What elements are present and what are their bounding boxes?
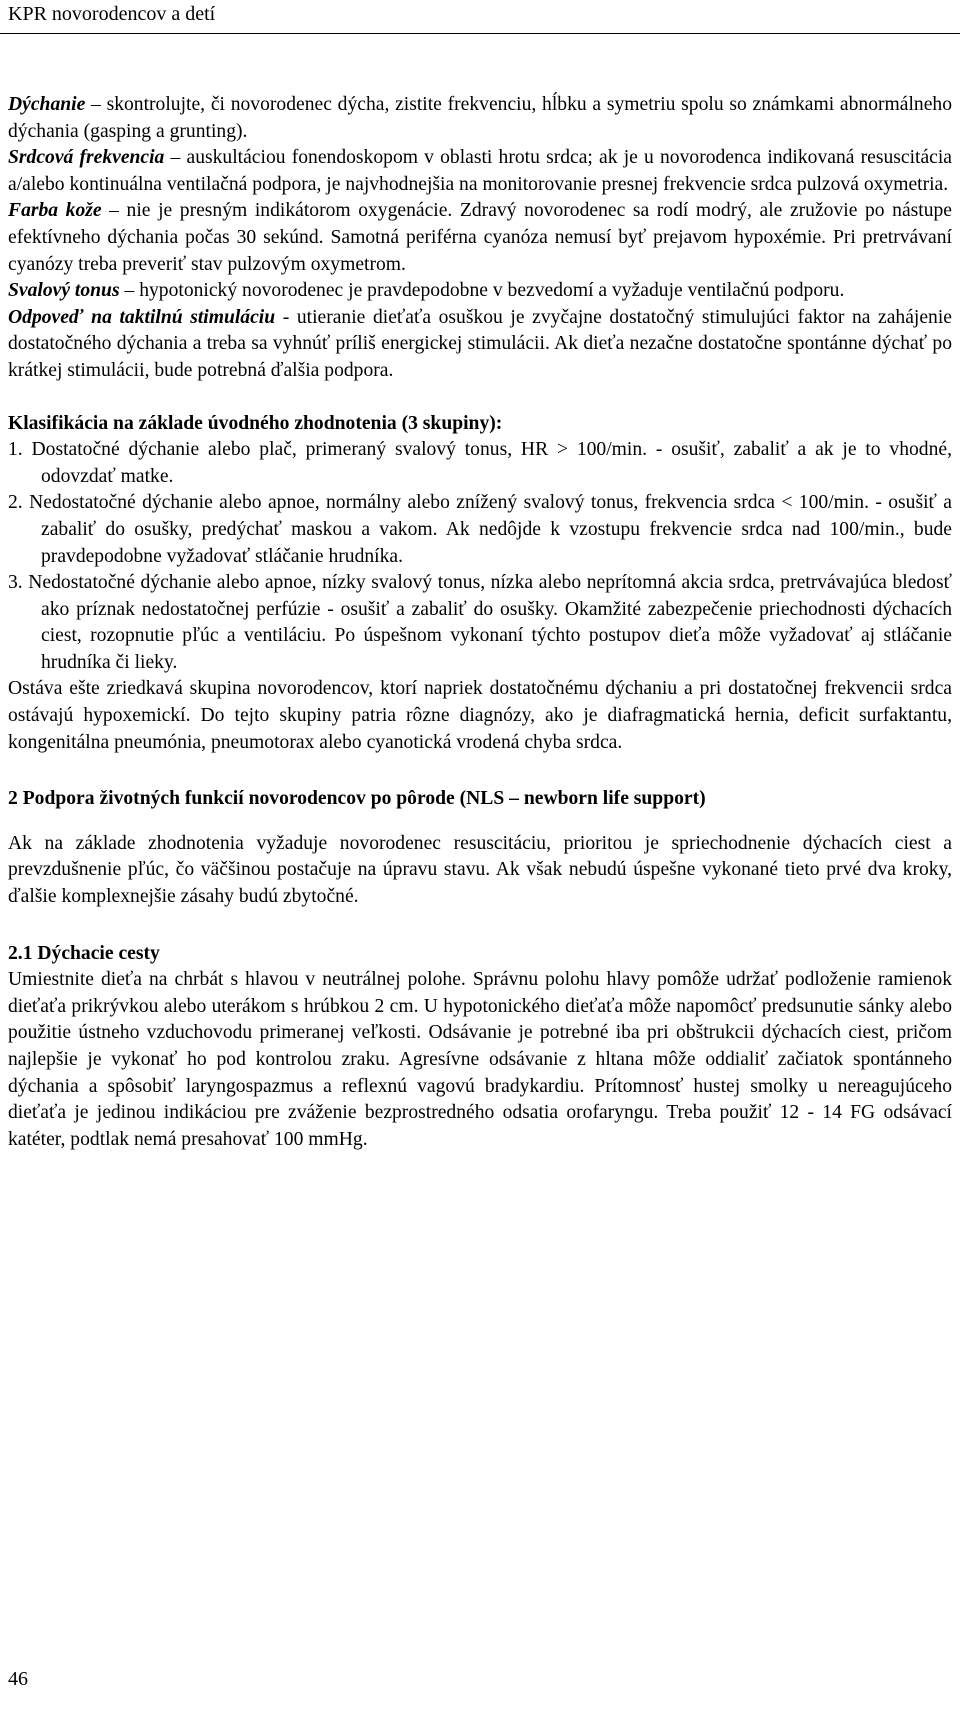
term-label: Srdcová frekvencia [8,147,165,169]
assessment-breathing [8,92,952,145]
classification-heading: Klasifikácia na základe úvodného zhodnotenia (3 skupiny): [8,412,503,434]
term-label: Odpoveď na taktilnú stimuláciu [8,306,276,328]
assessment-skin-color [8,198,952,278]
term-text: – skontrolujte, či novorodenec dýcha, zistite frekvenciu, hĺbku a symetriu spolu so známkami abnormálneho dýchania (gasping a grunting). [8,94,952,142]
assessment-muscle-tone [8,278,952,305]
classification-item: 1. Dostatočné dýchanie alebo plač, primeraný svalový tonus, HR > 100/min. - osušiť, zabaliť a ak je to vhodné, odovzdať matke. [8,439,952,487]
nls-heading: 2 Podpora životných funkcií novorodencov po pôrode (NLS – newborn life support) [8,788,706,810]
spacer [8,911,952,941]
spacer [8,385,952,411]
term-label: Dýchanie [8,94,86,115]
classification-item: 3. Nedostatočné dýchanie alebo apnoe, nízky svalový tonus, nízka alebo neprítomná akcia srdca, pretrvávajúca bledosť ako príznak nedostatočnej perfúzie - osušiť a zabaliť do osušky. Okamžité zabezpečenie priechodnosti dýchacích ciest, rozopnutie pľúc a ventiláciu. Po úspešnom vykonaní týchto postupov dieťa môže vyžadovať aj stláčanie hrudníka či lieky. [8,572,952,673]
term-text: – hypotonický novorodenec je pravdepodobne v bezvedomí a vyžaduje ventilačnú podporu. [119,280,845,302]
classification-closing: Ostáva ešte zriedkavá skupina novorodencov, ktorí napriek dostatočnému dýchaniu a pri dostatočnej frekvencii srdca ostávajú hypoxemickí. Do tejto skupiny patria rôzne diagnózy, ako je diafragmatická hernia, deficit surfaktantu, kongenitálna pneumónia, pneumotorax alebo cyanotická vrodená chyba srdca. [8,678,952,753]
term-text: - utieranie dieťaťa osuškou je zvyčajne dostatočný stimulujúci faktor na zahájenie dostatočného dýchania a treba sa vyhnúť príliš energickej stimulácii. Ak dieťa nezačne dostatočne spontánne dýchať po krátkej stimulácii, bude potrebná ďalšia podpora. [8,306,952,381]
assessment-heart-rate [8,145,952,198]
spacer [8,756,952,786]
airways-heading: 2.1 Dýchacie cesty [8,942,160,964]
running-header: KPR novorodencov a detí [8,3,216,25]
nls-paragraph: Ak na základe zhodnotenia vyžaduje novorodenec resuscitáciu, prioritou je spriechodnenie dýchacích ciest a prevzdušnenie pľúc, čo väčšinou postačuje na úpravu stavu. Ak však nebudú úspešne vykonané tieto prvé dva kroky, ďalšie komplexnejšie zásahy budú zbytočné. [8,832,952,908]
term-label: Farba kože [8,200,102,222]
classification-item: 2. Nedostatočné dýchanie alebo apnoe, normálny alebo znížený svalový tonus, frekvencia srdca < 100/min. - osušiť a zabaliť do osušky, predýchať maskou a vakom. Ak nedôjde k vzostupu frekvencie srdca nad 100/min., bude pravdepodobne vyžadovať stláčanie hrudníka. [8,492,952,567]
term-label: Svalový tonus [8,280,120,302]
airways-paragraph: Umiestnite dieťa na chrbát s hlavou v neutrálnej polohe. Správnu polohu hlavy pomôže udržať podloženie ramienok dieťaťa prikrývkou alebo uterákom s hrúbkou 2 cm. U hypotonického dieťaťa môže napomôcť predsunutie sánky alebo použitie ústneho vzduchovodu primeranej veľkosti. Odsávanie je potrebné iba pri obštrukcii dýchacích ciest, pričom najlepšie je vykonať ho pod kontrolou zraku. Agresívne odsávanie z hltana môže oddialiť začiatok spontánneho dýchania a spôsobiť laryngospazmus a reflexnú vagovú bradykardiu. Prítomnosť hustej smolky u nereagujúceho dieťaťa je jedinou indikáciou pre zváženie bezprostredného odsatia orofaryngu. Treba použiť 12 - 14 FG odsávací katéter, podtlak nemá presahovať 100 mmHg. [8,969,952,1150]
term-text: – auskultáciou fonendoskopom v oblasti hrotu srdca; ak je u novorodenca indikovaná resuscitácia a/alebo kontinuálna ventilačná podpora, je najvhodnejšia na monitorovanie presnej frekvencie srdca pulzová oxymetria. [8,147,952,195]
spacer [8,813,952,831]
header-rule [0,33,960,34]
assessment-tactile-response [8,305,952,385]
page-content [8,92,952,1153]
term-text: – nie je presným indikátorom oxygenácie. Zdravý novorodenec sa rodí modrý, ale zružovie po nástupe efektívneho dýchania počas 30 sekúnd. Samotná periférna cyanóza nemusí byť prejavom hypoxémie. Pri pretrvávaní cyanózy treba preveriť stav pulzovým oxymetrom. [8,200,952,275]
page-number: 46 [8,1668,28,1690]
